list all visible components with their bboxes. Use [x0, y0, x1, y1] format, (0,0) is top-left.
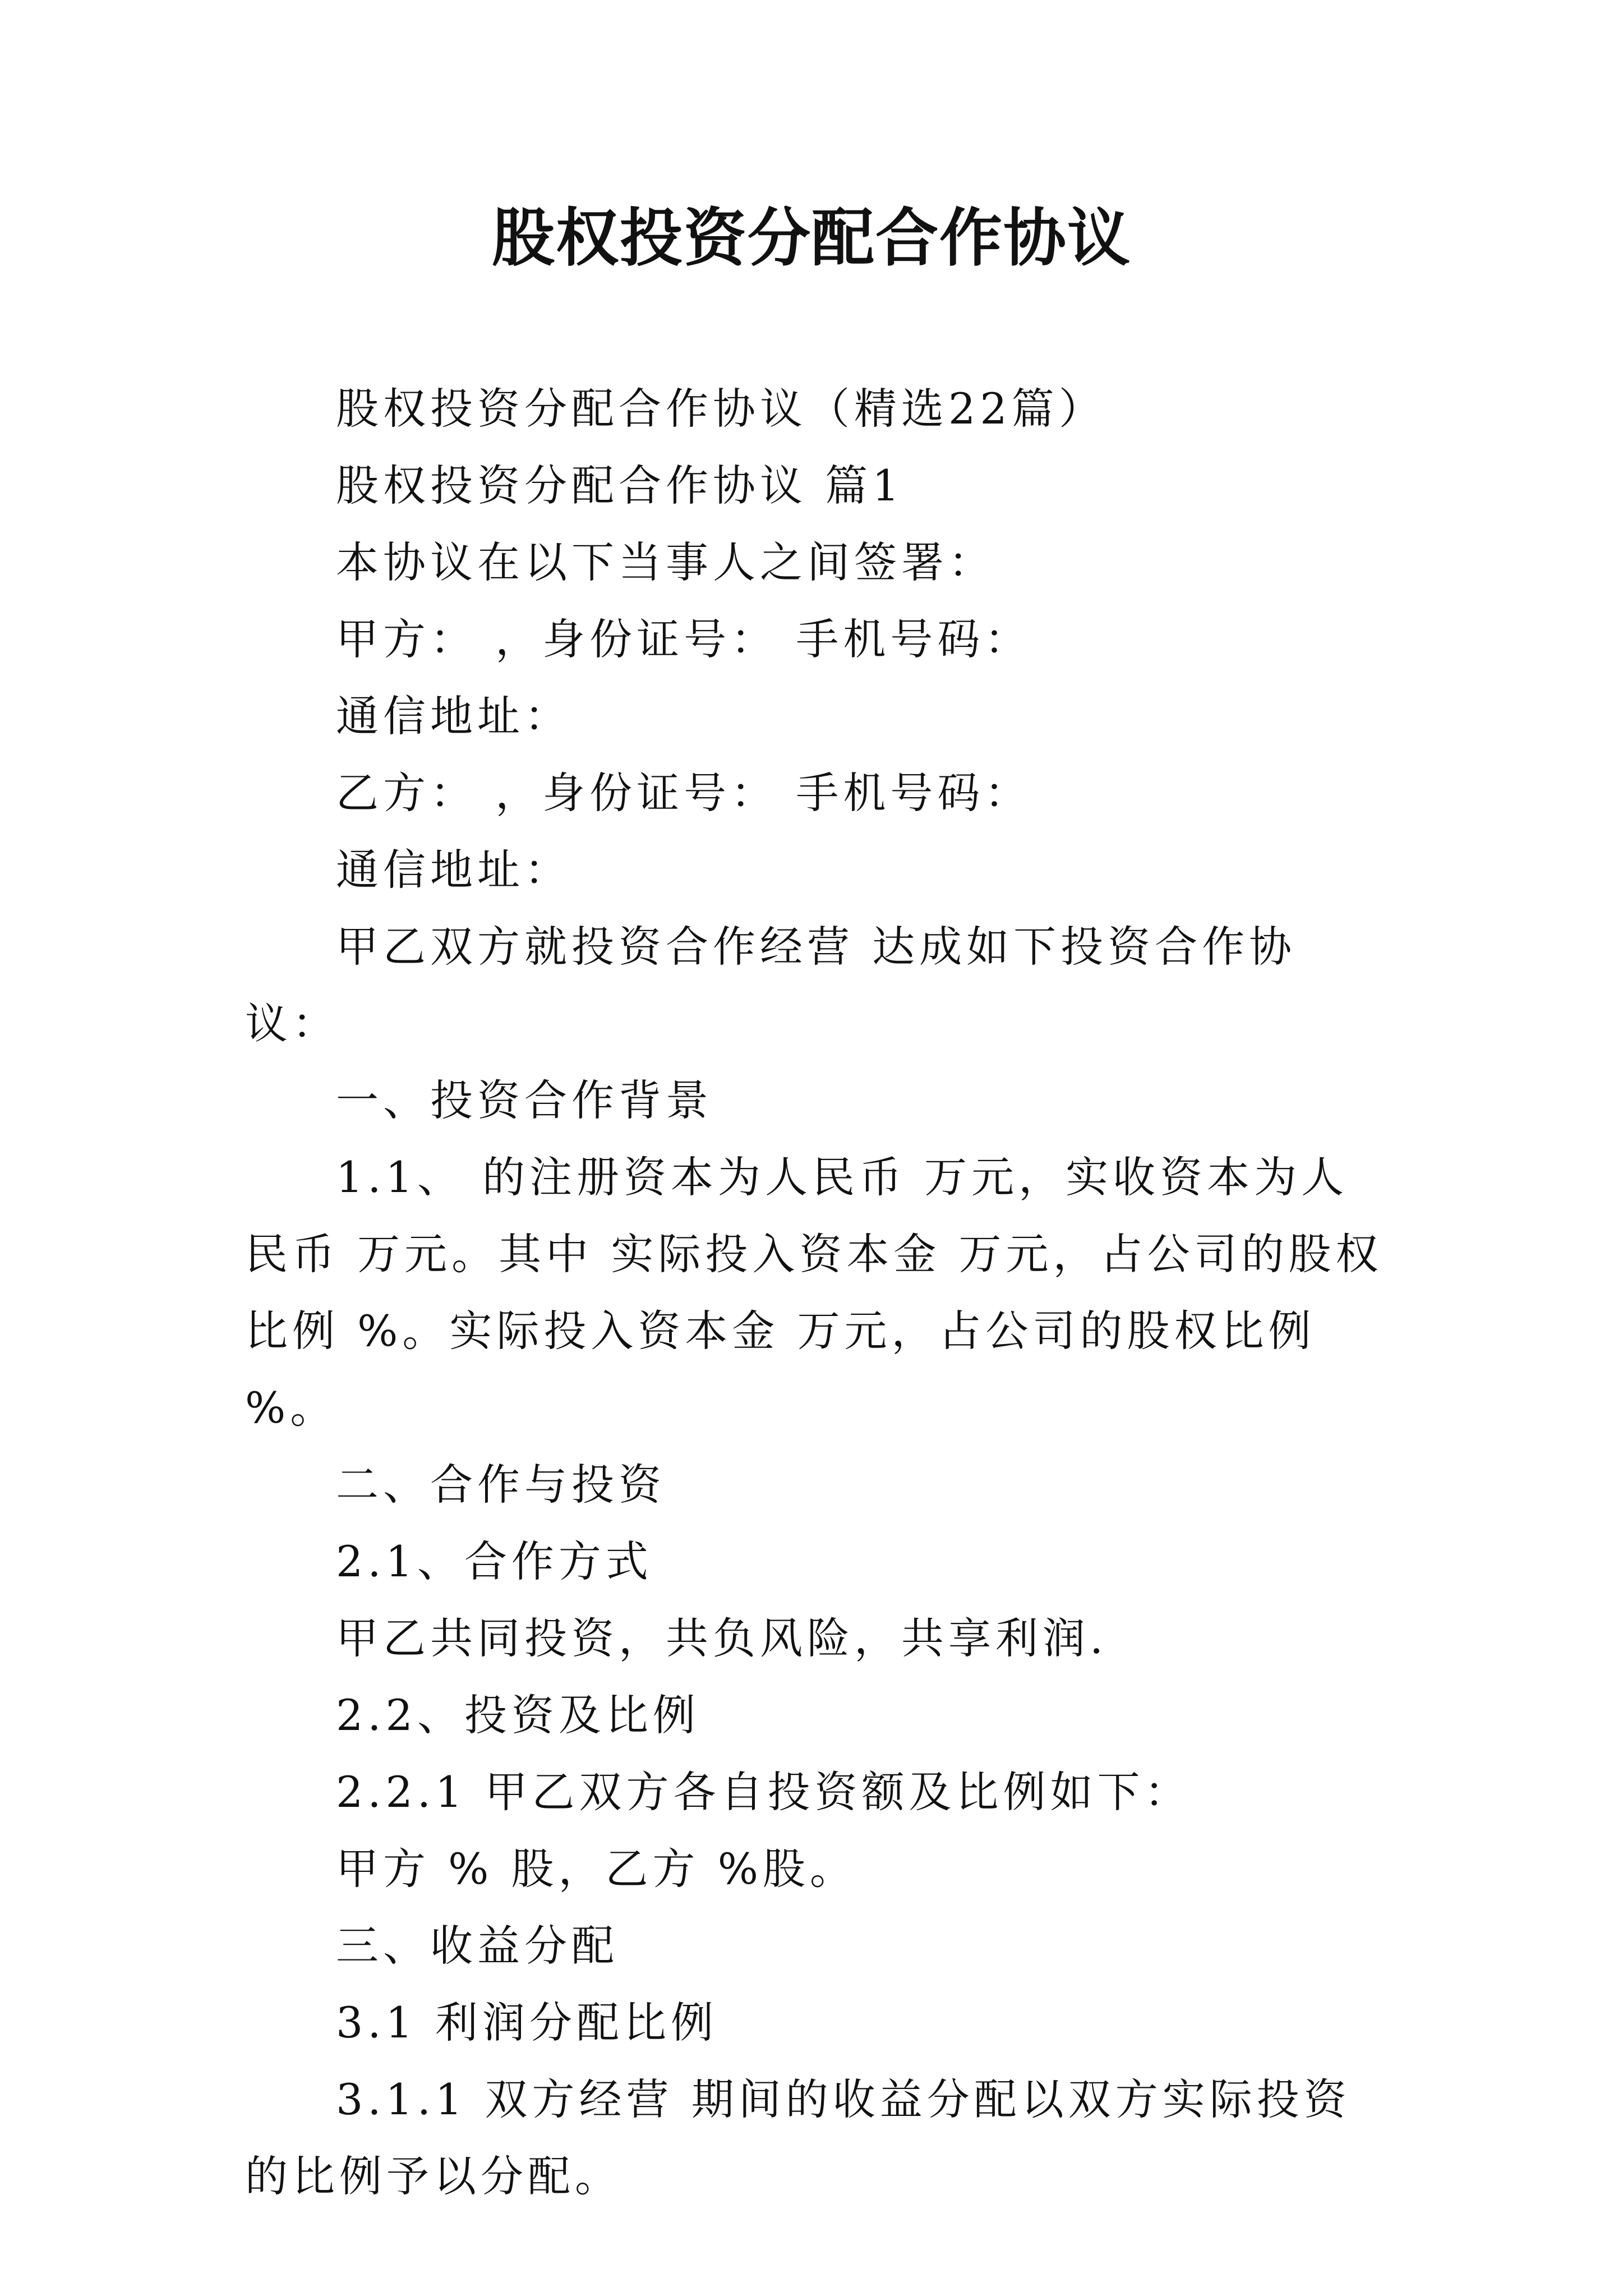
- party-a-line: 甲方： ，身份证号： 手机号码：: [336, 614, 1032, 664]
- clause-text: 甲方 % 股，乙方 %股。: [336, 1844, 857, 1894]
- party-b-line: 乙方： ，身份证号： 手机号码：: [336, 768, 1032, 818]
- clause-subheading: 2.1、合作方式: [336, 1536, 653, 1586]
- party-a-address: 通信地址：: [336, 691, 571, 741]
- clause-text: 1.1、 的注册资本为人民币 万元，实收资本为人民币 万元。其中 实际投入资本金 万元，占公司的股权比例 %。实际投入资本金 万元，占公司的股权比例 %。: [245, 1152, 1383, 1433]
- document-title: 股权投资分配合作协议: [492, 201, 1131, 275]
- clause-text: 2.2.1 甲乙双方各自投资额及比例如下：: [336, 1767, 1192, 1817]
- section-heading: 股权投资分配合作协议 篇1: [336, 461, 904, 510]
- clause-subheading: 3.1 利润分配比例: [336, 1998, 718, 2047]
- paragraph: 本协议在以下当事人之间签署：: [336, 537, 995, 587]
- clause-text: 甲乙共同投资，共负风险，共享利润.: [336, 1613, 1108, 1663]
- party-b-address: 通信地址：: [336, 845, 571, 895]
- document-body: [245, 370, 1389, 2215]
- clause-subheading: 2.2、投资及比例: [336, 1690, 700, 1740]
- subtitle-line: 股权投资分配合作协议（精选22篇）: [336, 384, 1106, 434]
- clause-text: 3.1.1 双方经营 期间的收益分配以双方实际投资的比例予以分配。: [245, 2074, 1351, 2201]
- clause-heading: 二、合作与投资: [336, 1460, 666, 1510]
- paragraph: 甲乙双方就投资合作经营 达成如下投资合作协议：: [245, 922, 1297, 1048]
- clause-heading: 一、投资合作背景: [336, 1075, 713, 1125]
- clause-heading: 三、收益分配: [336, 1921, 619, 1971]
